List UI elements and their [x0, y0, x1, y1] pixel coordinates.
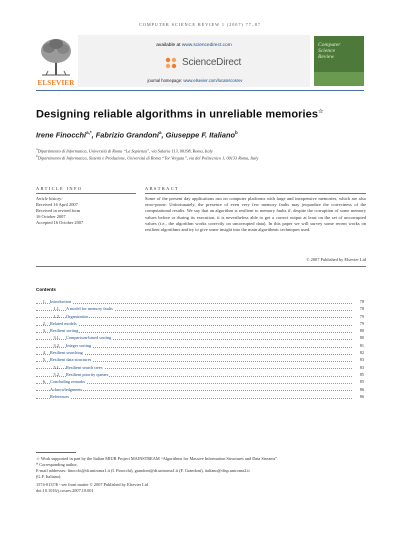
- journal-cover: [314, 36, 364, 86]
- cover-band: [314, 72, 364, 86]
- sciencedirect-link[interactable]: www.sciencedirect.com: [181, 43, 232, 48]
- toc-item[interactable]: 3. Resilient sorting 80: [36, 327, 364, 334]
- footnote-emails[interactable]: E-mail addresses: finocchi@di.uniroma1.it (I. Finocchi), grandoni@di.uniroma1.it (F. Grandoni), italiano@disp.uniroma2.it: [36, 468, 250, 473]
- title-footnote-mark[interactable]: ☆: [318, 109, 324, 115]
- banner-middle: [78, 35, 310, 87]
- journal-banner: [36, 35, 364, 87]
- footnote-emails-cont: (G.F. Italiano).: [36, 474, 62, 479]
- abstract-heading: ABSTRACT: [145, 186, 180, 191]
- author-name: Fabrizio Grandoni: [95, 130, 159, 140]
- abstract-text: Some of the present day applications run on computer platforms with large and inexpensive memories, which are also error-prone. Unfortunately, the presence of even very few memory faults may jeopardize the correctness of the computational results. We say that an algorithm is resilient to memory faults if, despite the corruption of some memory values before or during its execution, it is nevertheless able to get a correct output at least on the set of uncorrupted values (i.e., the algorithm works correctly on uncorrupted data). In this paper we will survey some recent works on resilient algorithms and try to give some insight into the main algorithmic techniques used.: [145, 196, 366, 233]
- available-at: available at www.sciencedirect.com: [156, 43, 232, 48]
- table-of-contents: [36, 298, 364, 400]
- author-name: Giuseppe F. Italiano: [165, 130, 235, 140]
- copyright: © 2007 Published by Elsevier Ltd: [306, 257, 366, 262]
- affiliation: $^b$Dipartimento di Informatica, Sistemi e Produzione, Università di Roma “Tor Vergata”, via del Politecnico 1, 00133 Roma, Italy: [36, 154, 259, 161]
- toc-item[interactable]: 1. Introduction 78: [36, 298, 364, 305]
- issn-line: 1574-0137/$ - see front matter © 2007 Published by Elsevier Ltd: [36, 482, 149, 487]
- toc-item[interactable]: 1.2. Organization 79: [36, 313, 364, 320]
- toc-item[interactable]: 5.2. Resilient priority queues 85: [36, 371, 364, 378]
- toc-item[interactable]: 5.1. Resilient search trees 83: [36, 364, 364, 371]
- toc-item[interactable]: References 86: [36, 393, 364, 400]
- author-name: Irene Finocchi: [36, 130, 87, 140]
- journal-homepage: journal homepage: www.elsevier.com/locate/cosrev: [147, 78, 243, 83]
- doi-line[interactable]: doi:10.1016/j.cosrev.2007.10.001: [36, 488, 94, 493]
- toc-item[interactable]: 5. Resilient data structures 83: [36, 356, 364, 363]
- toc-item[interactable]: 2. Related models 79: [36, 320, 364, 327]
- running-header: COMPUTER SCIENCE REVIEW 1 (2007) 77–87: [139, 22, 261, 27]
- footnote-corresponding: * Corresponding author.: [36, 462, 78, 467]
- sciencedirect-logo: [162, 55, 272, 71]
- sciencedirect-icon: [162, 55, 180, 71]
- article-title: Designing reliable algorithms in unreliable memories☆: [36, 108, 324, 121]
- article-info-rule: [36, 193, 136, 194]
- header-rule: [36, 90, 364, 91]
- toc-item[interactable]: 3.2. Integer sorting 81: [36, 342, 364, 349]
- contents-heading: Contents: [36, 287, 56, 292]
- elsevier-tree-logo: [36, 35, 76, 87]
- toc-item[interactable]: Acknowledgments 86: [36, 386, 364, 393]
- journal-homepage-link[interactable]: www.elsevier.com/locate/cosrev: [183, 78, 243, 83]
- article-history: Article history: Received 16 April 2007 Received in revised form 16 October 2007 Accepted 16 October 2007: [36, 196, 84, 225]
- section-rule: [36, 266, 366, 267]
- abstract-rule: [145, 193, 366, 194]
- footnote-rule: [36, 452, 76, 453]
- article-info-heading: ARTICLE INFO: [36, 186, 83, 191]
- affiliation: $^a$Dipartimento di Informatica, Università di Roma “La Sapienza”, via Salaria 113, 00198, Roma, Italy: [36, 147, 213, 154]
- footnote-funding: ☆ Work supported in part by the Italian MIUR Project MAINSTREAM “Algorithms for Massive Information Structures and Data Streams”.: [36, 456, 279, 461]
- author-list: Irene Finocchi$^{a,*}$, Fabrizio Grandoni$^a$, Giuseppe F. Italiano$^b$: [36, 130, 238, 140]
- sciencedirect-wordmark: ScienceDirect: [182, 57, 242, 68]
- toc-item[interactable]: 4. Resilient searching 82: [36, 349, 364, 356]
- toc-item[interactable]: 6. Concluding remarks 85: [36, 378, 364, 385]
- publisher-name: ELSEVIER: [37, 79, 75, 87]
- cover-title: Computer Science Review: [318, 42, 341, 61]
- toc-item[interactable]: 3.1. Comparison-based sorting 80: [36, 334, 364, 341]
- toc-item[interactable]: 1.1. A model for memory faults 78: [36, 305, 364, 312]
